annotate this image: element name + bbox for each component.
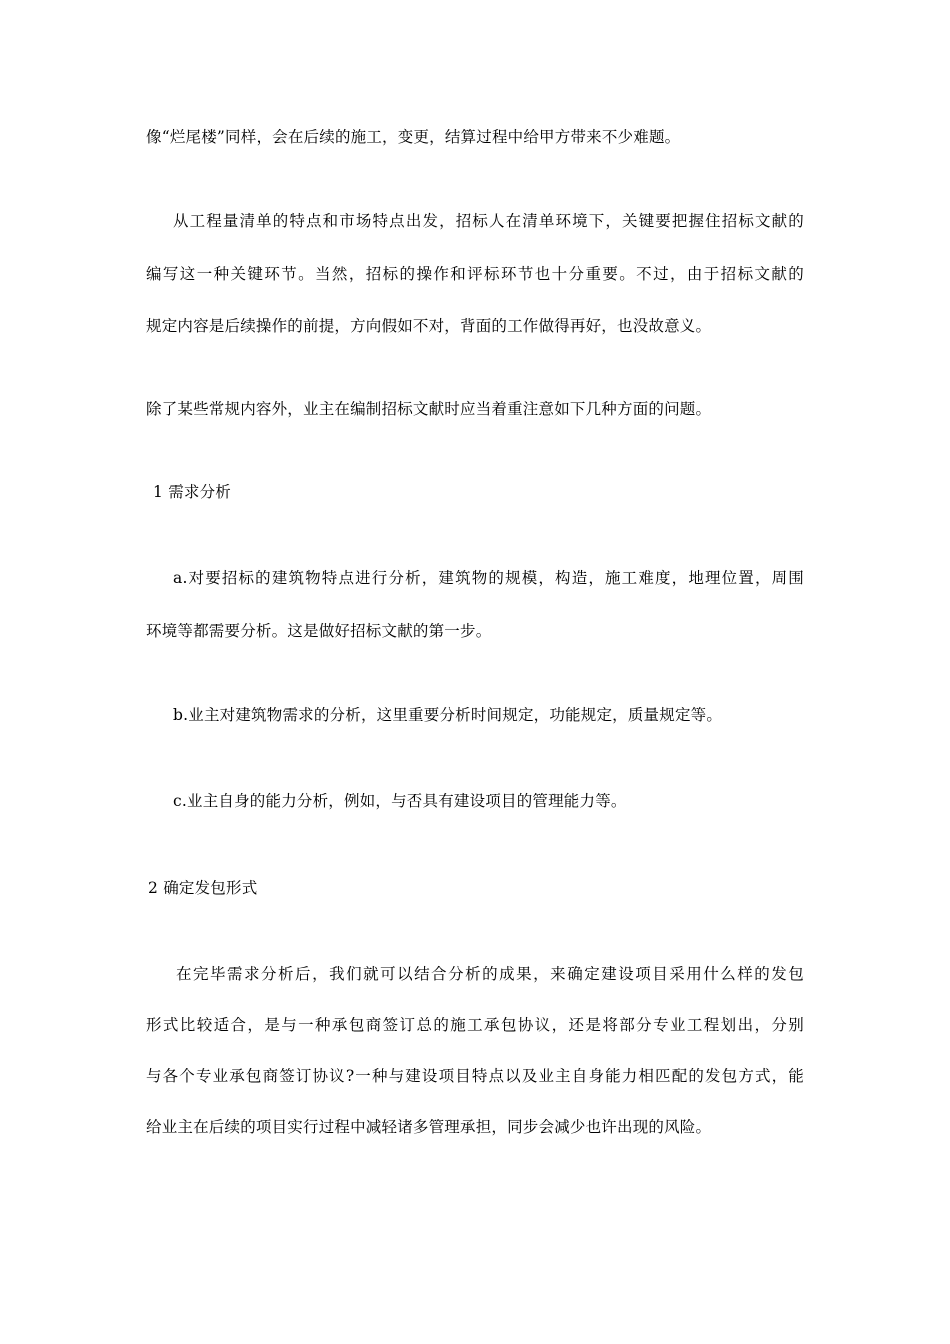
heading-text: 1 需求分析 bbox=[153, 483, 231, 501]
text-line: a.对要招标的建筑物特点进行分析，建筑物的规模，构造，施工难度，地理位置，周围 bbox=[173, 569, 804, 587]
text-line: 给业主在后续的项目实行过程中减轻诸多管理承担，同步会减少也许出现的风险。 bbox=[146, 1118, 712, 1136]
text-line: 环境等都需要分析。这是做好招标文献的第一步。 bbox=[146, 622, 492, 640]
text-line: 与各个专业承包商签订协议?一种与建设项目特点以及业主自身能力相匹配的发包方式，能 bbox=[146, 1067, 804, 1085]
text-line: 规定内容是后续操作的前提，方向假如不对，背面的工作做得再好，也没故意义。 bbox=[146, 317, 712, 335]
text-line: 形式比较适合，是与一种承包商签订总的施工承包协议，还是将部分专业工程划出，分别 bbox=[146, 1016, 804, 1034]
heading-text: 2 确定发包形式 bbox=[148, 879, 258, 897]
text-line: 从工程量清单的特点和市场特点出发，招标人在清单环境下，关键要把握住招标文献的 bbox=[173, 212, 804, 230]
text-line: 除了某些常规内容外，业主在编制招标文献时应当着重注意如下几种方面的问题。 bbox=[146, 400, 712, 418]
text-line: c.业主自身的能力分析，例如，与否具有建设项目的管理能力等。 bbox=[173, 792, 627, 810]
text-line: 在完毕需求分析后，我们就可以结合分析的成果，来确定建设项目采用什么样的发包 bbox=[176, 965, 804, 983]
text-line: b.业主对建筑物需求的分析，这里重要分析时间规定，功能规定，质量规定等。 bbox=[173, 706, 723, 724]
text-line: 像“烂尾楼”同样，会在后续的施工，变更，结算过程中给甲方带来不少难题。 bbox=[146, 128, 681, 146]
text-line: 编写这一种关键环节。当然，招标的操作和评标环节也十分重要。不过，由于招标文献的 bbox=[146, 265, 804, 283]
